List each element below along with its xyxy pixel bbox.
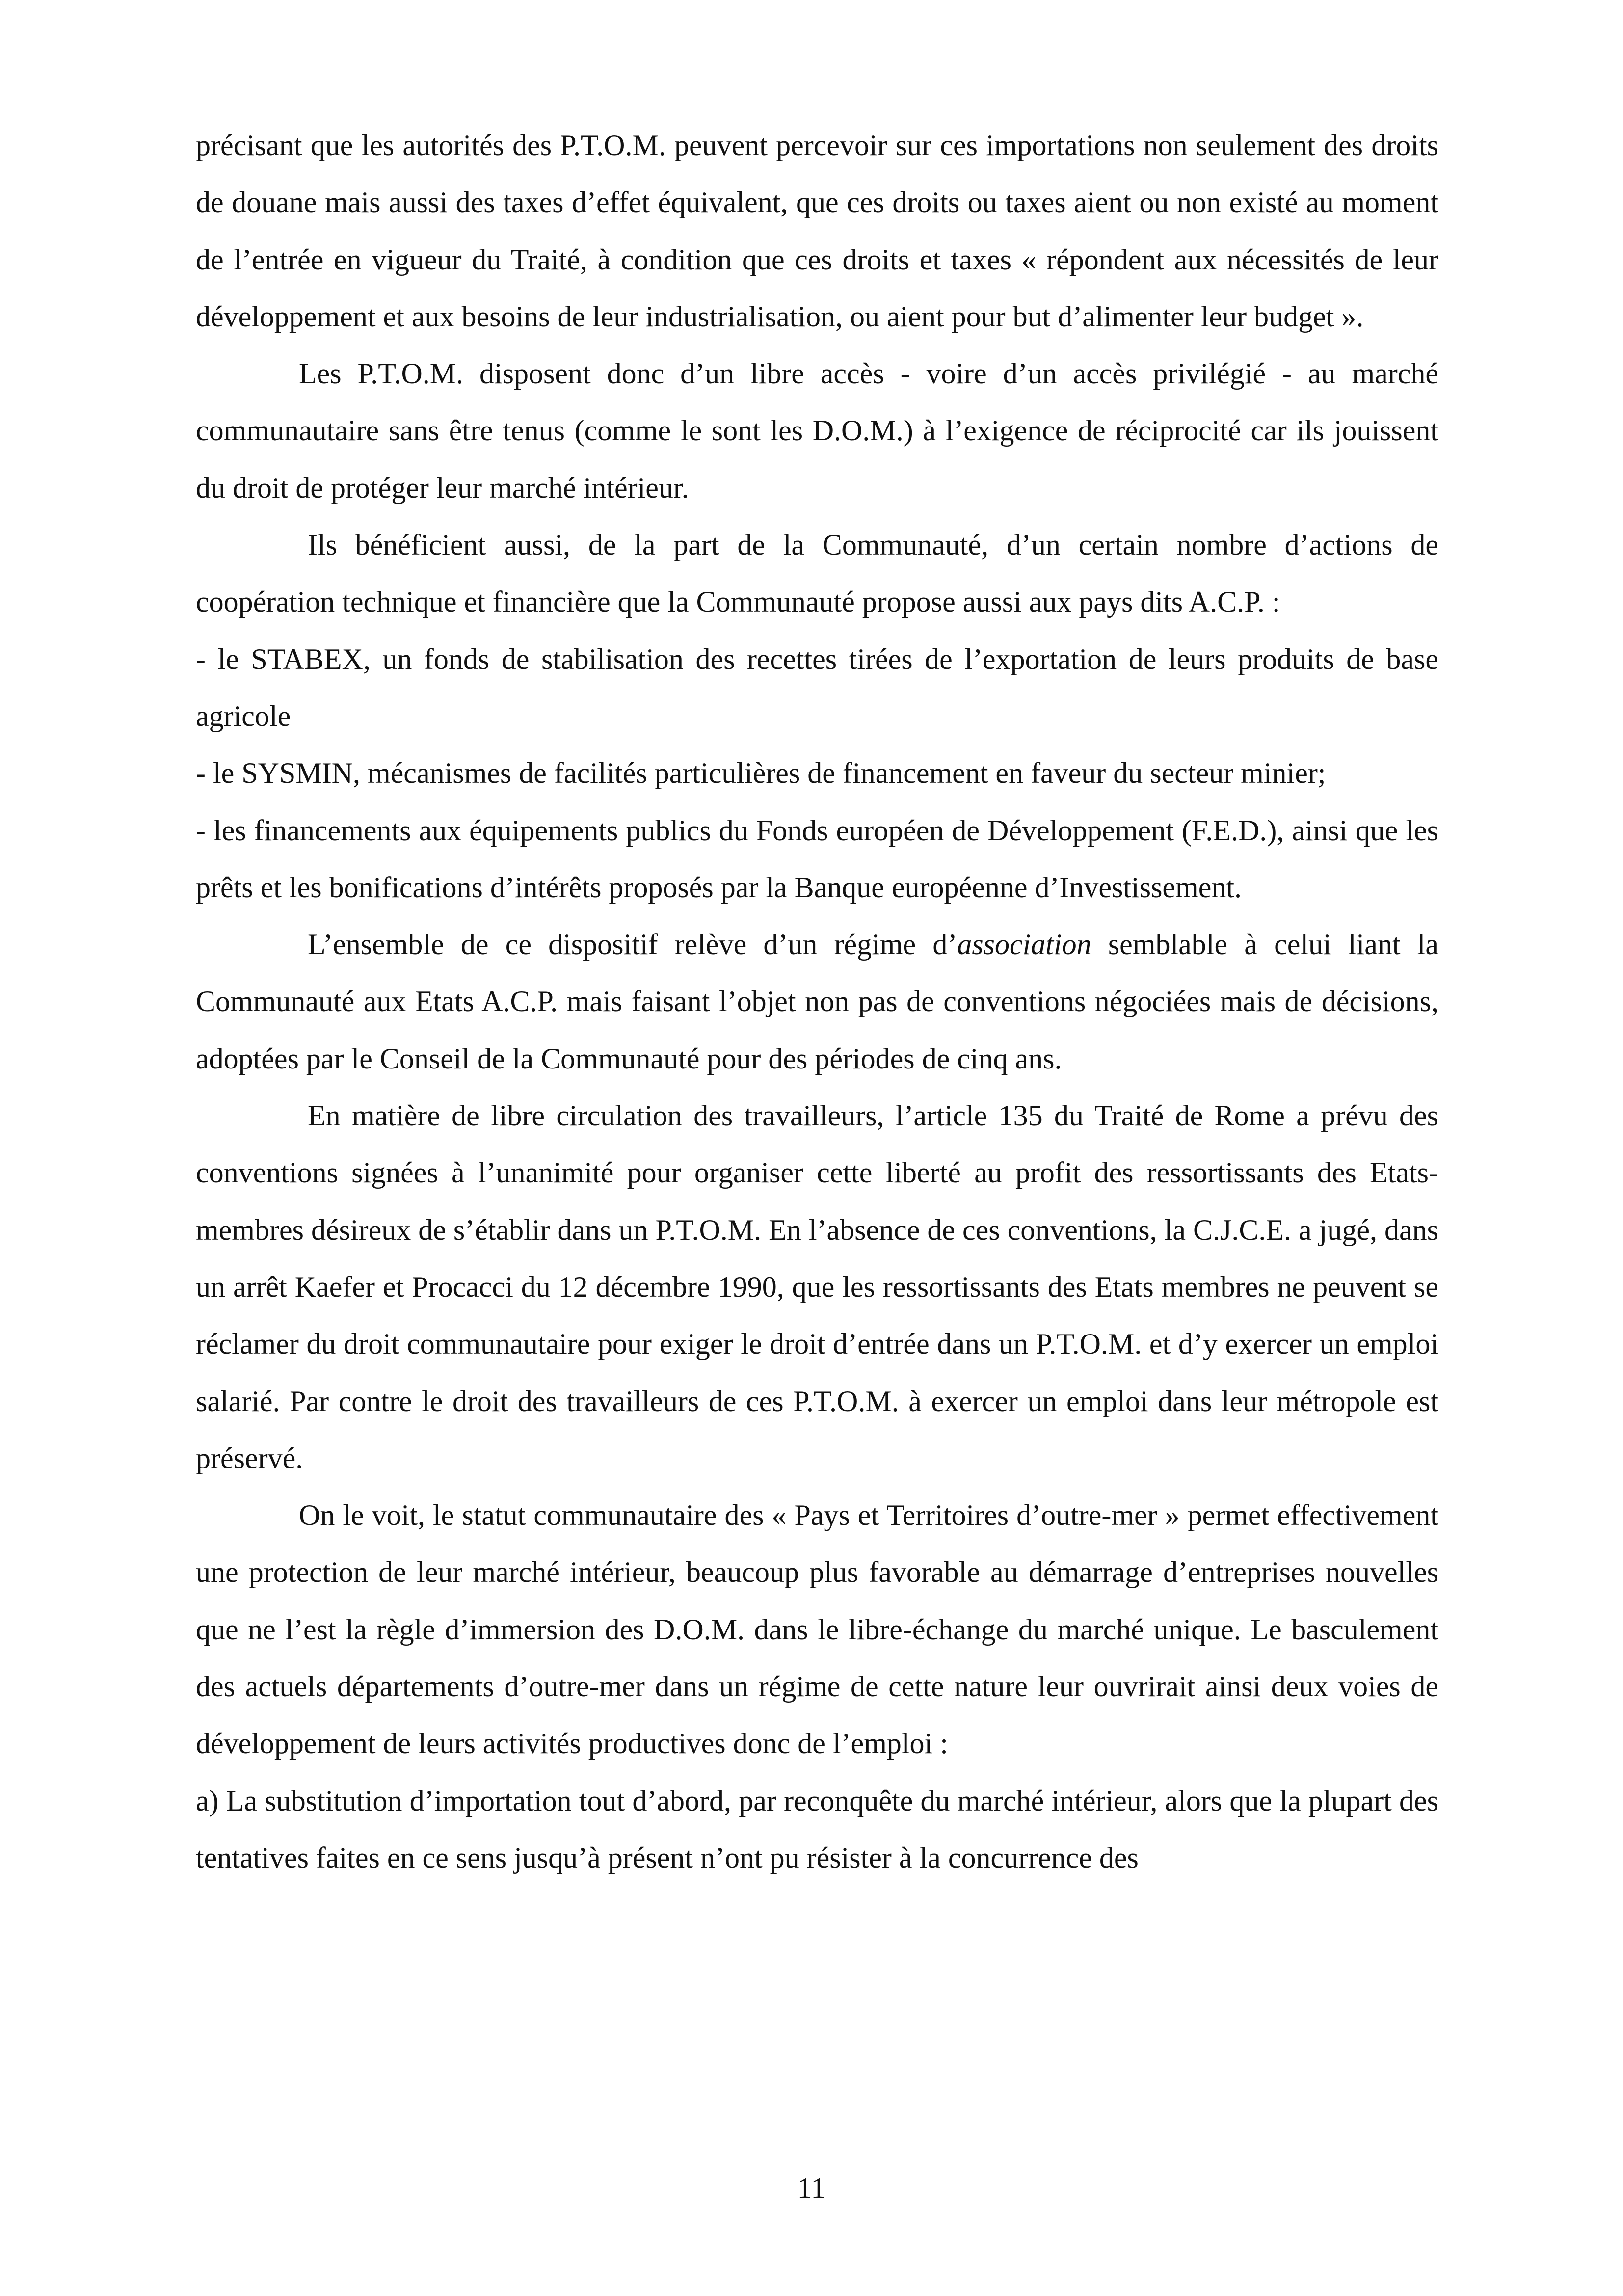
body-text: [196, 117, 1438, 1886]
page-number: 11: [797, 2172, 826, 2204]
list-item-fed: - les financements aux équipements publics du Fonds européen de Développement (F.E.D.), ainsi que les prêts et les bonifications d’intérêts proposés par la Banque européenne d’Investissement.: [196, 814, 1438, 904]
paragraph-free-access: Les P.T.O.M. disposent donc d’un libre accès - voire d’un accès privilégié - au marché communautaire sans être tenus (comme le sont les D.O.M.) à l’exigence de réciprocité car ils jouissent du droit de protéger leur marché intérieur.: [196, 357, 1438, 504]
paragraph-ptom-status: On le voit, le statut communautaire des « Pays et Territoires d’outre-mer » permet effectivement une protection de leur marché intérieur, beaucoup plus favorable au démarrage d’entreprises nouvelles que ne l’est la règle d’immersion des D.O.M. dans le libre-échange du marché unique. Le basculement des actuels départements d’outre-mer dans un régime de cette nature leur ouvrirait ainsi deux voies de développement de leurs activités productives donc de l’emploi :: [196, 1499, 1438, 1760]
list-item-import-substitution: a) La substitution d’importation tout d’abord, par reconquête du marché intérieur, alors que la plupart des tentatives faites en ce sens jusqu’à présent n’ont pu résister à la concurrence des: [196, 1784, 1438, 1874]
list-item-stabex: - le STABEX, un fonds de stabilisation des recettes tirées de l’exportation de leurs produits de base agricole: [196, 642, 1438, 732]
list-item-sysmin: - le SYSMIN, mécanismes de facilités particulières de financement en faveur du secteur minier;: [196, 757, 1326, 790]
association-text-after: semblable à celui liant la Communauté aux Etats A.C.P. mais faisant l’objet non pas de conventions négociées mais de décisions, adoptées par le Conseil de la Communauté pour des périodes de cinq ans.: [196, 928, 1438, 1075]
association-text-before: L’ensemble de ce dispositif relève d’un régime d’: [308, 928, 958, 961]
paragraph-workers-circulation: En matière de libre circulation des travailleurs, l’article 135 du Traité de Rome a prévu des conventions signées à l’unanimité pour organiser cette liberté au profit des ressortissants des Etats-membres désireux de s’établir dans un P.T.O.M. En l’absence de ces conventions, la C.J.C.E. a jugé, dans un arrêt Kaefer et Procacci du 12 décembre 1990, que les ressortissants des Etats membres ne peuvent se réclamer du droit communautaire pour exiger le droit d’entrée dans un P.T.O.M. et d’y exercer un emploi salarié. Par contre le droit des travailleurs de ces P.T.O.M. à exercer un emploi dans leur métropole est préservé.: [196, 1099, 1438, 1474]
paragraph-tariff-conditions: précisant que les autorités des P.T.O.M. peuvent percevoir sur ces importations non seulement des droits de douane mais aussi des taxes d’effet équivalent, que ces droits ou taxes aient ou non existé au moment de l’entrée en vigueur du Traité, à condition que ces droits et taxes « répondent aux nécessités de leur développement et aux besoins de leur industrialisation, ou aient pour but d’alimenter leur budget ».: [196, 129, 1438, 333]
association-emphasis: association: [957, 928, 1091, 961]
paragraph-cooperation: Ils bénéficient aussi, de la part de la Communauté, d’un certain nombre d’actions de coopération technique et financière que la Communauté propose aussi aux pays dits A.C.P. :: [196, 529, 1438, 618]
paragraph-association-regime: [196, 916, 1438, 1087]
